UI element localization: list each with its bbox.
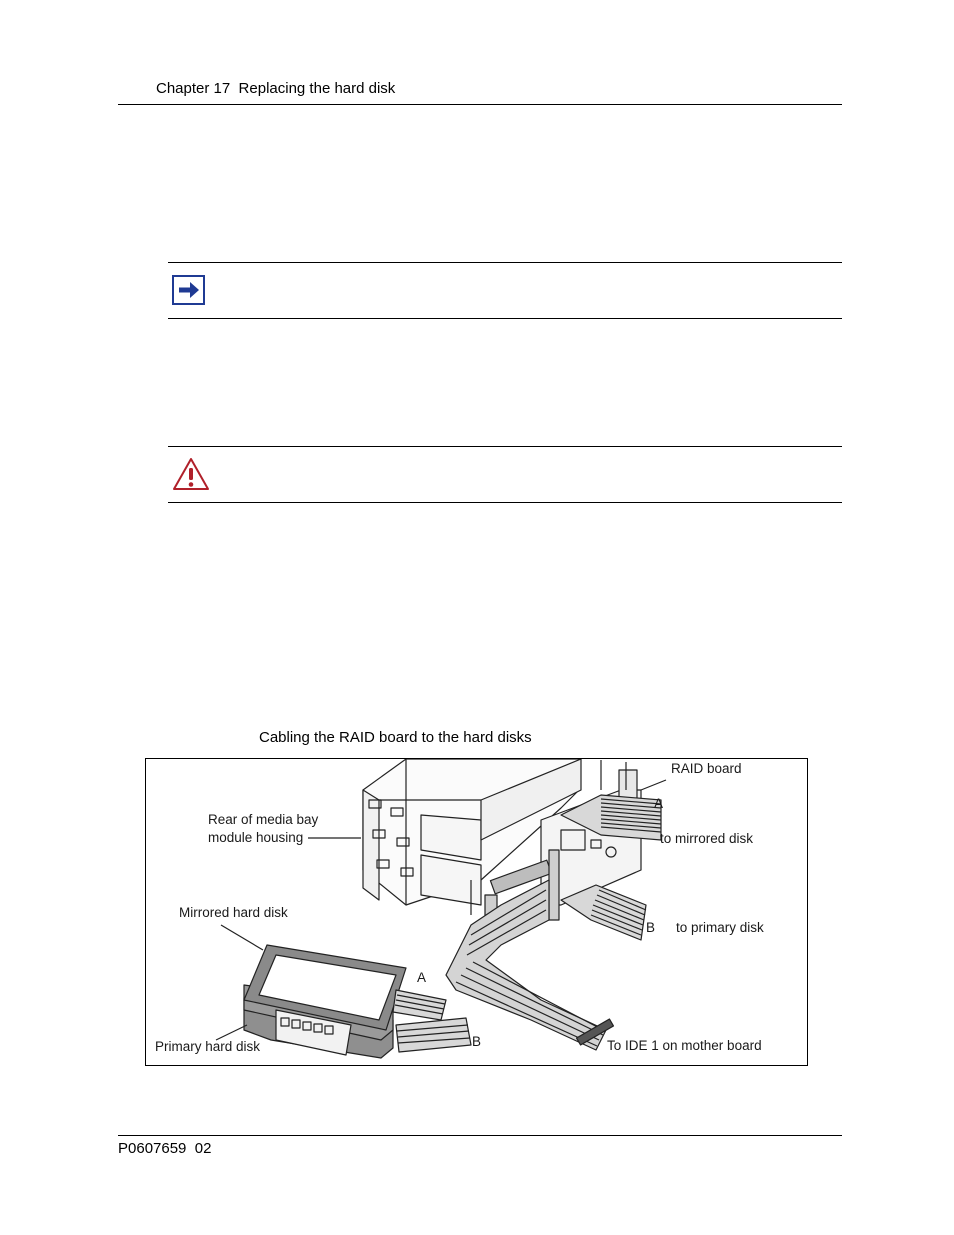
label-connector-b-right: B [646, 920, 656, 935]
disk-cables [393, 990, 471, 1052]
footer-doc-number: P0607659 02 [118, 1140, 212, 1157]
label-mirrored-hard-disk: Mirrored hard disk [179, 905, 288, 920]
label-media-bay-line1: Rear of media bay [208, 812, 319, 827]
running-header: Chapter 17 Replacing the hard disk [156, 80, 396, 97]
warning-triangle-icon [172, 457, 210, 491]
label-to-mirrored-disk: to mirrored disk [660, 831, 754, 846]
note-arrow-icon [172, 275, 205, 305]
figure-caption: Cabling the RAID board to the hard disks [259, 729, 532, 746]
footer-rule [118, 1135, 842, 1136]
figure-frame [145, 758, 808, 1066]
raid-cabling-illustration [146, 759, 807, 1065]
label-connector-a-left: A [417, 970, 427, 985]
label-to-primary-disk: to primary disk [676, 920, 764, 935]
label-media-bay-line2: module housing [208, 830, 304, 845]
note-bottom-rule [168, 318, 842, 319]
label-primary-hard-disk: Primary hard disk [155, 1039, 261, 1054]
caution-bottom-rule [168, 502, 842, 503]
label-to-ide1: To IDE 1 on mother board [607, 1038, 762, 1053]
header-rule [118, 104, 842, 105]
label-connector-a-top: A [654, 796, 664, 811]
caution-top-rule [168, 446, 842, 447]
hard-disk-stack [244, 945, 406, 1058]
label-raid-board: RAID board [671, 761, 742, 776]
label-connector-b-bottom: B [472, 1034, 482, 1049]
note-top-rule [168, 262, 842, 263]
